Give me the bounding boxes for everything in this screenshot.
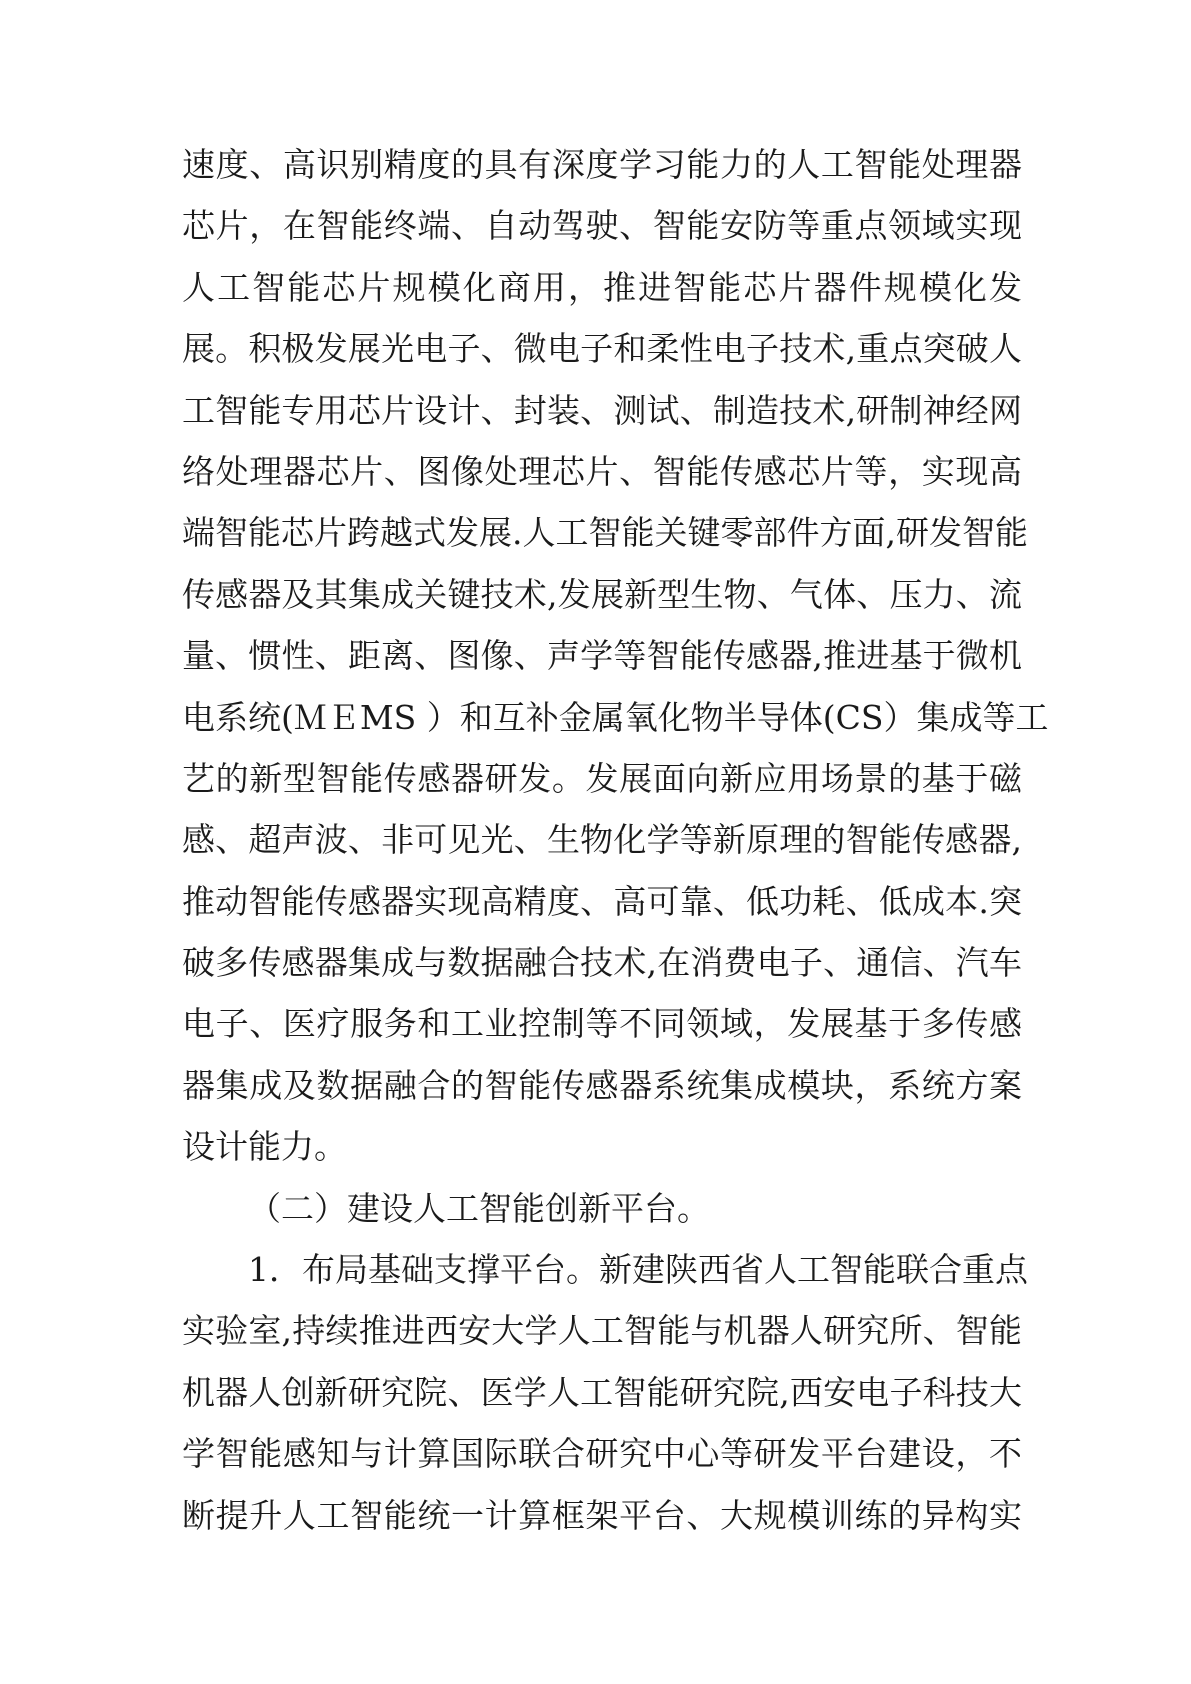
text-line: 人工智能芯片规模化商用，推进智能芯片器件规模化发 (182, 267, 1022, 307)
text-line: 电系统(ＭＥMS ）和互补金属氧化物半导体(CS）集成等工 (182, 697, 1049, 737)
text-line: 推动智能传感器实现高精度、高可靠、低功耗、低成本.突 (182, 881, 1022, 921)
text-line: 断提升人工智能统一计算框架平台、大规模训练的异构实 (182, 1495, 1022, 1535)
document-body (182, 134, 1049, 1546)
text-line: 机器人创新研究院、医学人工智能研究院,西安电子科技大 (182, 1372, 1022, 1412)
text-line: 艺的新型智能传感器研发。发展面向新应用场景的基于磁 (182, 758, 1022, 798)
text-line: 感、超声波、非可见光、生物化学等新原理的智能传感器, (182, 820, 1022, 860)
text-line: 速度、高识别精度的具有深度学习能力的人工智能处理器 (182, 145, 1022, 184)
text-line: 芯片，在智能终端、自动驾驶、智能安防等重点领域实现 (182, 206, 1022, 246)
text-line: 端智能芯片跨越式发展.人工智能关键零部件方面,研发智能 (182, 513, 1028, 553)
text-line: 学智能感知与计算国际联合研究中心等研发平台建设，不 (182, 1434, 1022, 1474)
text-line: 实验室,持续推进西安大学人工智能与机器人研究所、智能 (182, 1311, 1022, 1351)
text-line: 展。积极发展光电子、微电子和柔性电子技术,重点突破人 (182, 329, 1022, 369)
text-line: 设计能力。 (182, 1127, 347, 1167)
text-line: 络处理器芯片、图像处理芯片、智能传感芯片等，实现高 (182, 451, 1022, 491)
section-heading: （二）建设人工智能创新平台。 (248, 1188, 710, 1228)
text-line: 量、惯性、距离、图像、声学等智能传感器,推进基于微机 (182, 636, 1022, 676)
text-line: 破多传感器集成与数据融合技术,在消费电子、通信、汽车 (182, 943, 1022, 983)
text-line: 器集成及数据融合的智能传感器系统集成模块，系统方案 (182, 1065, 1022, 1105)
paragraph-start-line: 1．布局基础支撑平台。新建陕西省人工智能联合重点 (248, 1250, 1028, 1290)
text-line: 传感器及其集成关键技术,发展新型生物、气体、压力、流 (182, 574, 1022, 614)
text-line: 电子、医疗服务和工业控制等不同领域，发展基于多传感 (182, 1004, 1022, 1044)
text-line: 工智能专用芯片设计、封装、测试、制造技术,研制神经网 (182, 390, 1022, 430)
